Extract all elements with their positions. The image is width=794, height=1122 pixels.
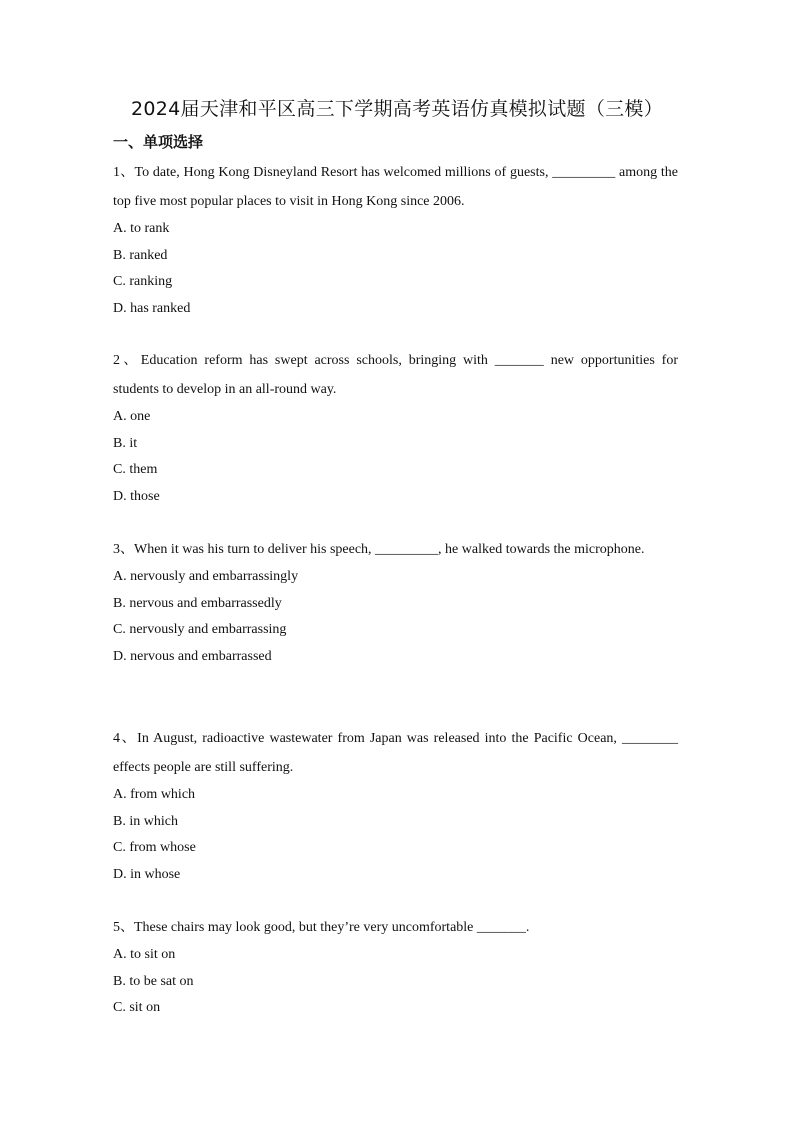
question-stem: 4、In August, radioactive wastewater from Japan was released into the Pacific Ocean, ________ effects people are still suffering. (113, 731, 678, 775)
document-title: 2024届天津和平区高三下学期高考英语仿真模拟试题（三模） (130, 98, 664, 120)
question-1 (113, 158, 678, 322)
option-d: D. in whose (113, 866, 181, 882)
question-stem: 3、When it was his turn to deliver his speech, _________, he walked towards the microphone. (113, 542, 645, 557)
option-c: C. sit on (113, 1000, 161, 1015)
option-a: A. to sit on (113, 947, 176, 962)
option-c: C. them (113, 462, 158, 477)
section-heading: 一、单项选择 (113, 133, 204, 151)
option-a: A. nervously and embarrassingly (113, 569, 299, 584)
option-a: A. from which (113, 787, 196, 802)
question-stem: 1、To date, Hong Kong Disneyland Resort has welcomed millions of guests, _________ among the top five most popular places to visit in Hong Kong since 2006. (113, 165, 678, 209)
question-4 (113, 724, 678, 888)
option-d: D. those (113, 488, 160, 504)
question-stem: 5、These chairs may look good, but they’re very uncomfortable _______. (113, 920, 530, 935)
option-c: C. nervously and embarrassing (113, 622, 287, 637)
option-d: D. has ranked (113, 300, 191, 316)
option-b: B. it (113, 435, 138, 451)
question-3 (113, 535, 678, 670)
option-b: B. nervous and embarrassedly (113, 595, 282, 611)
option-b: B. to be sat on (113, 973, 194, 989)
option-b: B. ranked (113, 247, 168, 263)
option-d: D. nervous and embarrassed (113, 648, 272, 664)
option-a: A. to rank (113, 221, 170, 236)
question-5 (113, 913, 678, 1022)
option-a: A. one (113, 409, 151, 424)
question-2 (113, 346, 678, 510)
option-c: C. ranking (113, 274, 173, 289)
question-stem: 2、Education reform has swept across schools, bringing with _______ new opportunities for students to develop in an all-round way. (113, 353, 678, 397)
option-c: C. from whose (113, 840, 196, 855)
option-b: B. in which (113, 813, 178, 829)
